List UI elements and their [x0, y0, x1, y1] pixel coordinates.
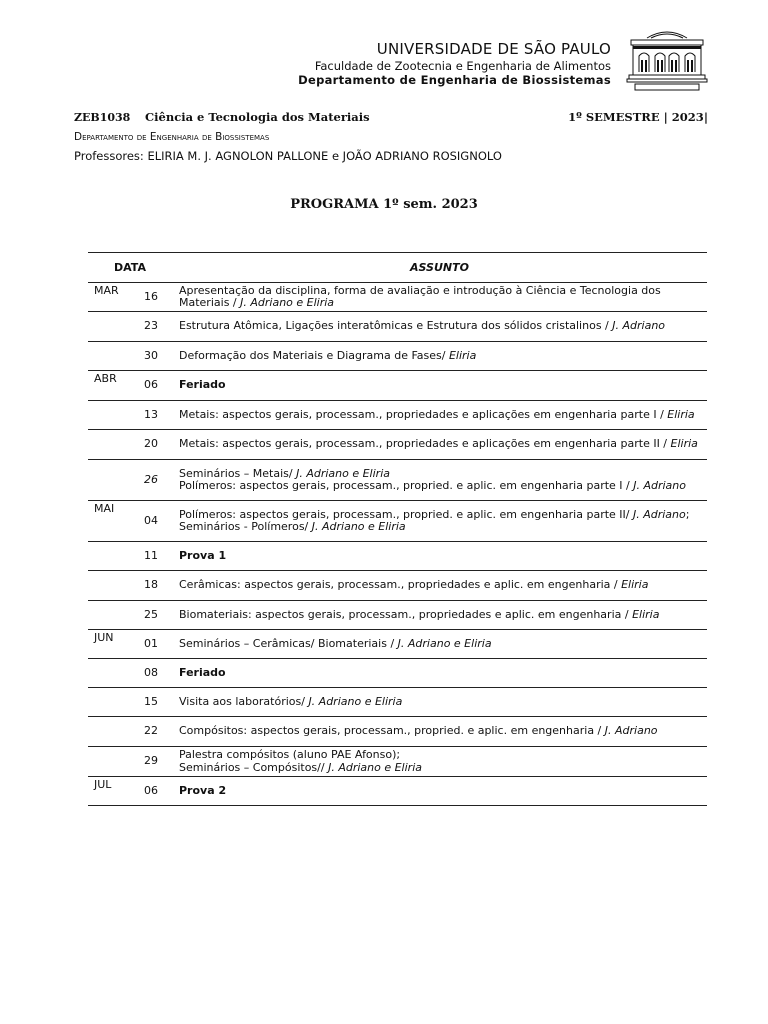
subject-text: Seminários – Cerâmicas/ Biomateriais /: [179, 636, 398, 650]
professor-name: J. Adriano e Eliria: [308, 694, 403, 708]
row-subject-text: [179, 696, 402, 709]
row-month: [88, 460, 130, 500]
row-day: 25: [144, 607, 158, 621]
table-row: [88, 430, 707, 460]
row-subject: [172, 717, 707, 746]
row-subject-text: [179, 409, 695, 422]
row-month: JUL: [94, 778, 112, 791]
row-month: JUN: [94, 631, 114, 644]
row-subject: [172, 501, 707, 541]
row-subject-text: [179, 749, 422, 774]
table-row: [88, 460, 707, 501]
row-subject-text: [179, 667, 226, 680]
professor-name: Eliria: [448, 348, 477, 362]
subject-text: Seminários – Compósitos//: [179, 760, 329, 774]
subject-text: ;: [685, 507, 690, 521]
professor-name: Eliria: [667, 407, 695, 421]
row-subject-text: [179, 609, 659, 622]
row-subject-text: [179, 638, 492, 651]
row-subject-text: [179, 379, 226, 392]
subject-text: Prova 2: [179, 783, 227, 797]
row-subject-text: [179, 438, 698, 451]
subject-text: Prova 1: [179, 548, 227, 562]
row-subject-text: [179, 509, 689, 534]
row-day: 15: [144, 694, 158, 708]
row-subject-text: [179, 350, 476, 363]
row-subject: [172, 747, 707, 776]
row-subject: [172, 401, 707, 429]
row-month: [88, 542, 130, 570]
professor-name: J. Adriano: [632, 507, 686, 521]
table-row: [88, 283, 707, 312]
row-month: [88, 571, 130, 600]
row-day: 06: [144, 783, 158, 797]
table-row: [88, 688, 707, 717]
professor-name: J. Adriano e Eliria: [311, 520, 406, 533]
table-header: [88, 253, 707, 283]
semester-label: 1º SEMESTRE | 2023|: [568, 110, 708, 124]
table-row: [88, 747, 707, 777]
row-day: 22: [144, 724, 158, 738]
row-month: MAI: [94, 502, 115, 515]
subject-text: Metais: aspectos gerais, processam., propriedades e aplicações em engenharia parte I /: [179, 407, 668, 421]
row-month: [88, 312, 130, 341]
course-name: Ciência e Tecnologia dos Materiais: [145, 110, 370, 124]
row-day: 13: [144, 407, 158, 421]
professor-name: Eliria: [621, 578, 649, 592]
subject-text: Estrutura Atômica, Ligações interatômicas e Estrutura dos sólidos cristalinos /: [179, 319, 613, 333]
subject-text: Cerâmicas: aspectos gerais, processam., propriedades e aplic. em engenharia /: [179, 578, 622, 592]
table-row: [88, 777, 707, 806]
subject-text: Biomateriais: aspectos gerais, processam., propriedades e aplic. em engenharia /: [179, 607, 633, 621]
faculty-name: Faculdade de Zootecnia e Engenharia de Alimentos: [314, 59, 611, 73]
row-month: [88, 430, 130, 459]
university-name: UNIVERSIDADE DE SÃO PAULO: [376, 40, 611, 58]
row-day: 01: [144, 636, 158, 650]
row-subject: [172, 630, 707, 658]
header-subject: ASSUNTO: [410, 261, 469, 274]
university-building-logo: [625, 26, 709, 92]
subject-text: Seminários - Polímeros/: [179, 520, 312, 533]
professor-name: Eliria: [670, 437, 698, 451]
subject-text: Compósitos: aspectos gerais, processam., propried. e aplic. em engenharia /: [179, 724, 605, 738]
professor-name: J. Adriano: [604, 724, 658, 738]
row-day: 06: [144, 378, 158, 392]
row-month: ABR: [94, 372, 117, 385]
subject-text: Visita aos laboratórios/: [179, 694, 309, 708]
row-subject: [172, 342, 707, 370]
row-month: [88, 747, 130, 776]
row-day: 30: [144, 348, 158, 362]
table-row: [88, 501, 707, 542]
professor-name: Eliria: [632, 607, 660, 621]
professor-name: J. Adriano e Eliria: [328, 760, 422, 774]
row-subject: [172, 688, 707, 716]
subject-text: Polímeros: aspectos gerais, processam., propried. e aplic. em engenharia parte II/: [179, 507, 633, 521]
table-row: [88, 371, 707, 401]
row-day: 04: [144, 513, 158, 527]
row-subject: [172, 430, 707, 459]
row-month: [88, 659, 130, 687]
row-subject: [172, 371, 707, 400]
professor-name: J. Adriano e Eliria: [397, 636, 492, 650]
row-subject: [172, 283, 707, 311]
row-subject-text: [179, 285, 701, 310]
program-title: PROGRAMA 1º sem. 2023: [290, 197, 478, 212]
professors-line: Professores: ELIRIA M. J. AGNOLON PALLONE e JOÃO ADRIANO ROSIGNOLO: [74, 149, 502, 163]
table-row: [88, 542, 707, 571]
table-row: [88, 601, 707, 630]
row-subject: [172, 312, 707, 341]
row-day: 26: [144, 472, 158, 486]
row-subject-text: [179, 579, 648, 592]
row-day: 18: [144, 578, 158, 592]
subject-text: Apresentação da disciplina, forma de avaliação e introdução à Ciência e Tecnologia dos Materiais /: [179, 283, 661, 309]
row-subject-text: [179, 550, 226, 563]
subject-text: Feriado: [179, 378, 226, 392]
row-day: 16: [144, 289, 158, 303]
row-day: 11: [144, 548, 158, 562]
row-subject: [172, 777, 707, 805]
table-row: [88, 342, 707, 371]
row-day: 23: [144, 319, 158, 333]
row-subject: [172, 571, 707, 600]
row-day: 20: [144, 437, 158, 451]
subject-text: Deformação dos Materiais e Diagrama de Fases/: [179, 348, 449, 362]
row-month: [88, 688, 130, 716]
professor-name: J. Adriano e Eliria: [296, 466, 390, 480]
row-subject: [172, 659, 707, 687]
table-row: [88, 401, 707, 430]
table-row: [88, 717, 707, 747]
row-month: [88, 401, 130, 429]
table-row: [88, 312, 707, 342]
course-department: Departamento de Engenharia de Biossistemas: [74, 131, 270, 143]
table-row: [88, 571, 707, 601]
row-month: [88, 601, 130, 629]
subject-text: Metais: aspectos gerais, processam., propriedades e aplicações em engenharia parte II /: [179, 437, 671, 451]
row-day: 08: [144, 665, 158, 679]
department-name: Departamento de Engenharia de Biossistemas: [298, 73, 611, 87]
subject-text: Feriado: [179, 665, 226, 679]
course-code: ZEB1038: [74, 111, 131, 124]
subject-text: Seminários – Metais/: [179, 466, 297, 480]
row-day: 29: [144, 754, 158, 768]
row-subject-text: [179, 785, 226, 798]
row-subject: [172, 542, 707, 570]
row-subject-text: [179, 725, 658, 738]
row-month: [88, 717, 130, 746]
row-month: [88, 342, 130, 370]
subject-text: Polímeros: aspectos gerais, processam., propried. e aplic. em engenharia parte I /: [179, 479, 634, 492]
row-month: MAR: [94, 284, 119, 297]
table-row: [88, 630, 707, 659]
professor-name: J. Adriano e Eliria: [240, 296, 335, 309]
row-subject-text: [179, 468, 686, 493]
row-subject: [172, 460, 707, 500]
header-date: DATA: [114, 261, 146, 274]
table-row: [88, 659, 707, 688]
row-subject-text: [179, 320, 665, 333]
table-body: [88, 283, 707, 806]
professor-name: J. Adriano: [633, 479, 686, 492]
subject-text: Palestra compósitos (aluno PAE Afonso);: [179, 748, 401, 761]
row-subject: [172, 601, 707, 629]
schedule-table: [88, 252, 707, 806]
professor-name: J. Adriano: [612, 319, 666, 333]
